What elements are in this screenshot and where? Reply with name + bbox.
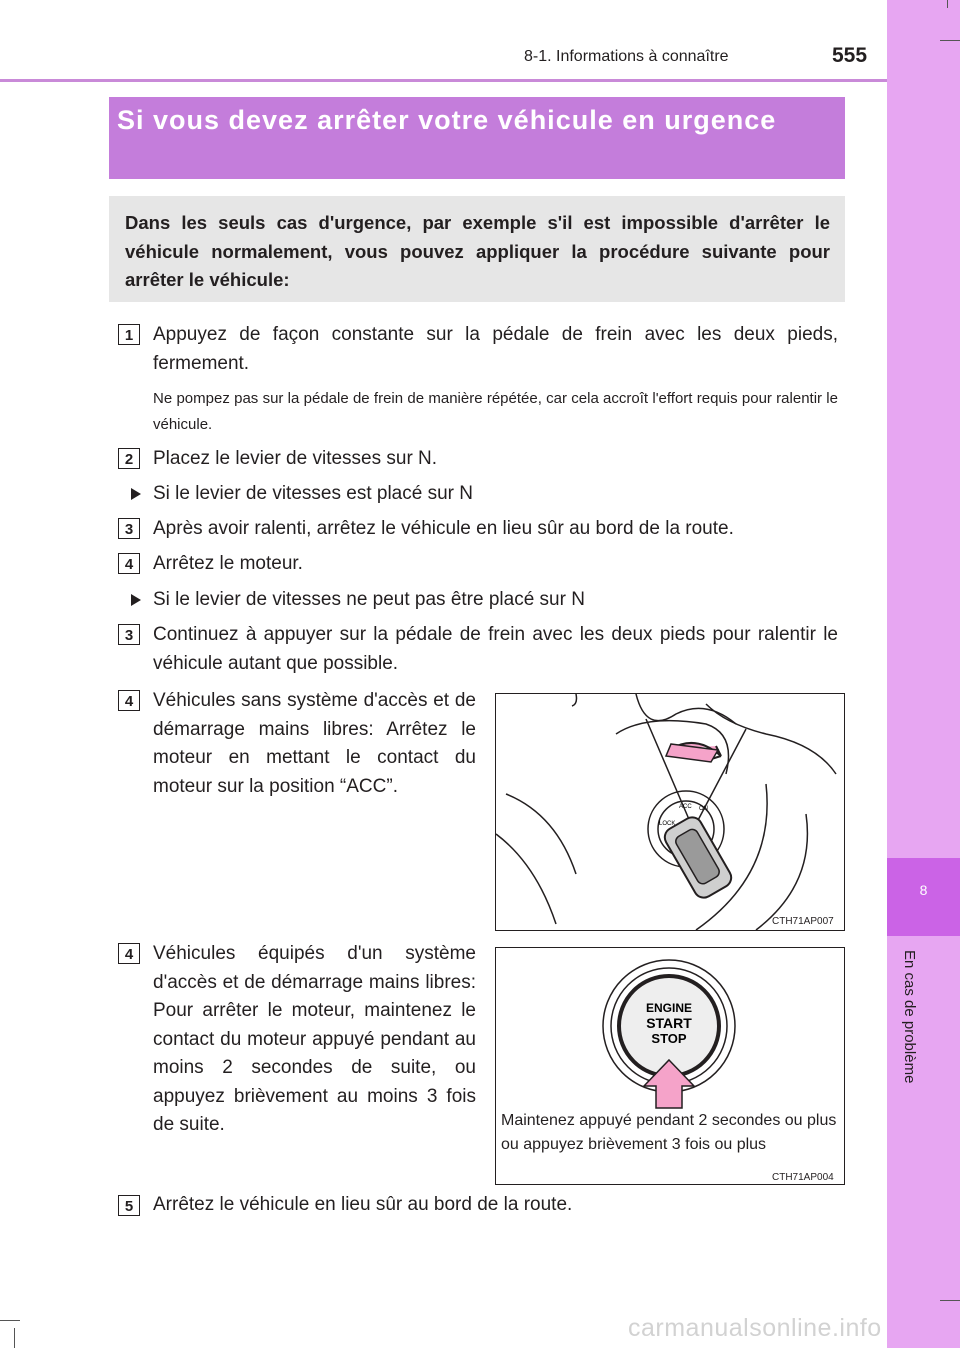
chapter-label: En cas de problème: [901, 950, 918, 1084]
step-text: Continuez à appuyer sur la pédale de frein avec les deux pieds pour ralentir le véhicule autant que possible.: [153, 624, 838, 674]
crop-mark: [947, 0, 948, 8]
case-bullet-icon: [131, 488, 141, 500]
step-text: Après avoir ralenti, arrêtez le véhicule en lieu sûr au bord de la route.: [153, 518, 734, 539]
engine-label: ENGINE: [645, 1001, 693, 1015]
figure-code: CTH71AP007: [772, 916, 834, 927]
on-label: ON: [699, 806, 708, 812]
figure-caption: Maintenez appuyé pendant 2 secondes ou plus ou appuyez brièvement 3 fois ou plus: [501, 1112, 837, 1153]
crop-mark: [14, 1328, 15, 1348]
ignition-illustration: [496, 694, 844, 930]
step-text: Placez le levier de vitesses sur N.: [153, 448, 438, 469]
step-number: 2: [118, 448, 140, 469]
chapter-number-tab[interactable]: 8: [887, 858, 960, 936]
case-bullet-icon: [131, 594, 141, 606]
crop-mark: [940, 40, 960, 41]
case-heading: Si le levier de vitesses ne peut pas être placé sur N: [153, 589, 585, 610]
step-number: 3: [118, 518, 140, 539]
step-number: 4: [118, 553, 140, 574]
chapter-side-tab: [887, 0, 960, 1348]
page-title: Si vous devez arrêter votre véhicule en urgence: [117, 105, 777, 135]
stop-label: STOP: [651, 1031, 687, 1046]
step-text: Véhicules sans système d'accès et de démarrage mains libres: Arrêtez le moteur en mettant le contact du moteur sur la position “ACC”.: [153, 690, 476, 797]
step-number: 4: [118, 943, 140, 964]
crop-mark: [0, 1320, 20, 1321]
section-header: 8-1. Informations à connaître: [524, 48, 729, 65]
crop-mark: [940, 1300, 960, 1301]
step-text: Arrêtez le véhicule en lieu sûr au bord de la route.: [153, 1194, 573, 1215]
step-text: Arrêtez le moteur.: [153, 553, 303, 574]
lock-label: LOCK: [659, 821, 676, 827]
header-rule: [0, 79, 887, 82]
start-button-illustration: [496, 948, 844, 1118]
step-number: 3: [118, 624, 140, 645]
start-label: START: [646, 1015, 692, 1031]
step-note: Ne pompez pas sur la pédale de frein de manière répétée, car cela accroît l'effort requis pour ralentir le véhicule.: [153, 390, 838, 433]
start-button-figure: [495, 947, 845, 1185]
step-number: 5: [118, 1195, 140, 1216]
step-number: 1: [118, 324, 140, 345]
case-heading: Si le levier de vitesses est placé sur N: [153, 483, 473, 504]
intro-text: Dans les seuls cas d'urgence, par exemple s'il est impossible d'arrêter le véhicule normalement, vous pouvez appliquer la procédure suivante pour arrêter le véhicule:: [125, 212, 830, 290]
acc-label: ACC: [679, 804, 692, 810]
figure-code: CTH71AP004: [772, 1172, 834, 1183]
step-text: Véhicules équipés d'un système d'accès et de démarrage mains libres: Pour arrêter le moteur, maintenez le contact du moteur appuyé pendant au moins 2 secondes de suite, ou appuyez brièvement au moins 3 fois de suite.: [153, 943, 476, 1135]
step-text: Appuyez de façon constante sur la pédale de frein avec les deux pieds, fermement.: [153, 324, 838, 374]
ignition-figure: [495, 693, 845, 931]
watermark[interactable]: carmanualsonline.info: [628, 1314, 882, 1342]
page-number: 555: [832, 44, 868, 67]
step-number: 4: [118, 690, 140, 711]
